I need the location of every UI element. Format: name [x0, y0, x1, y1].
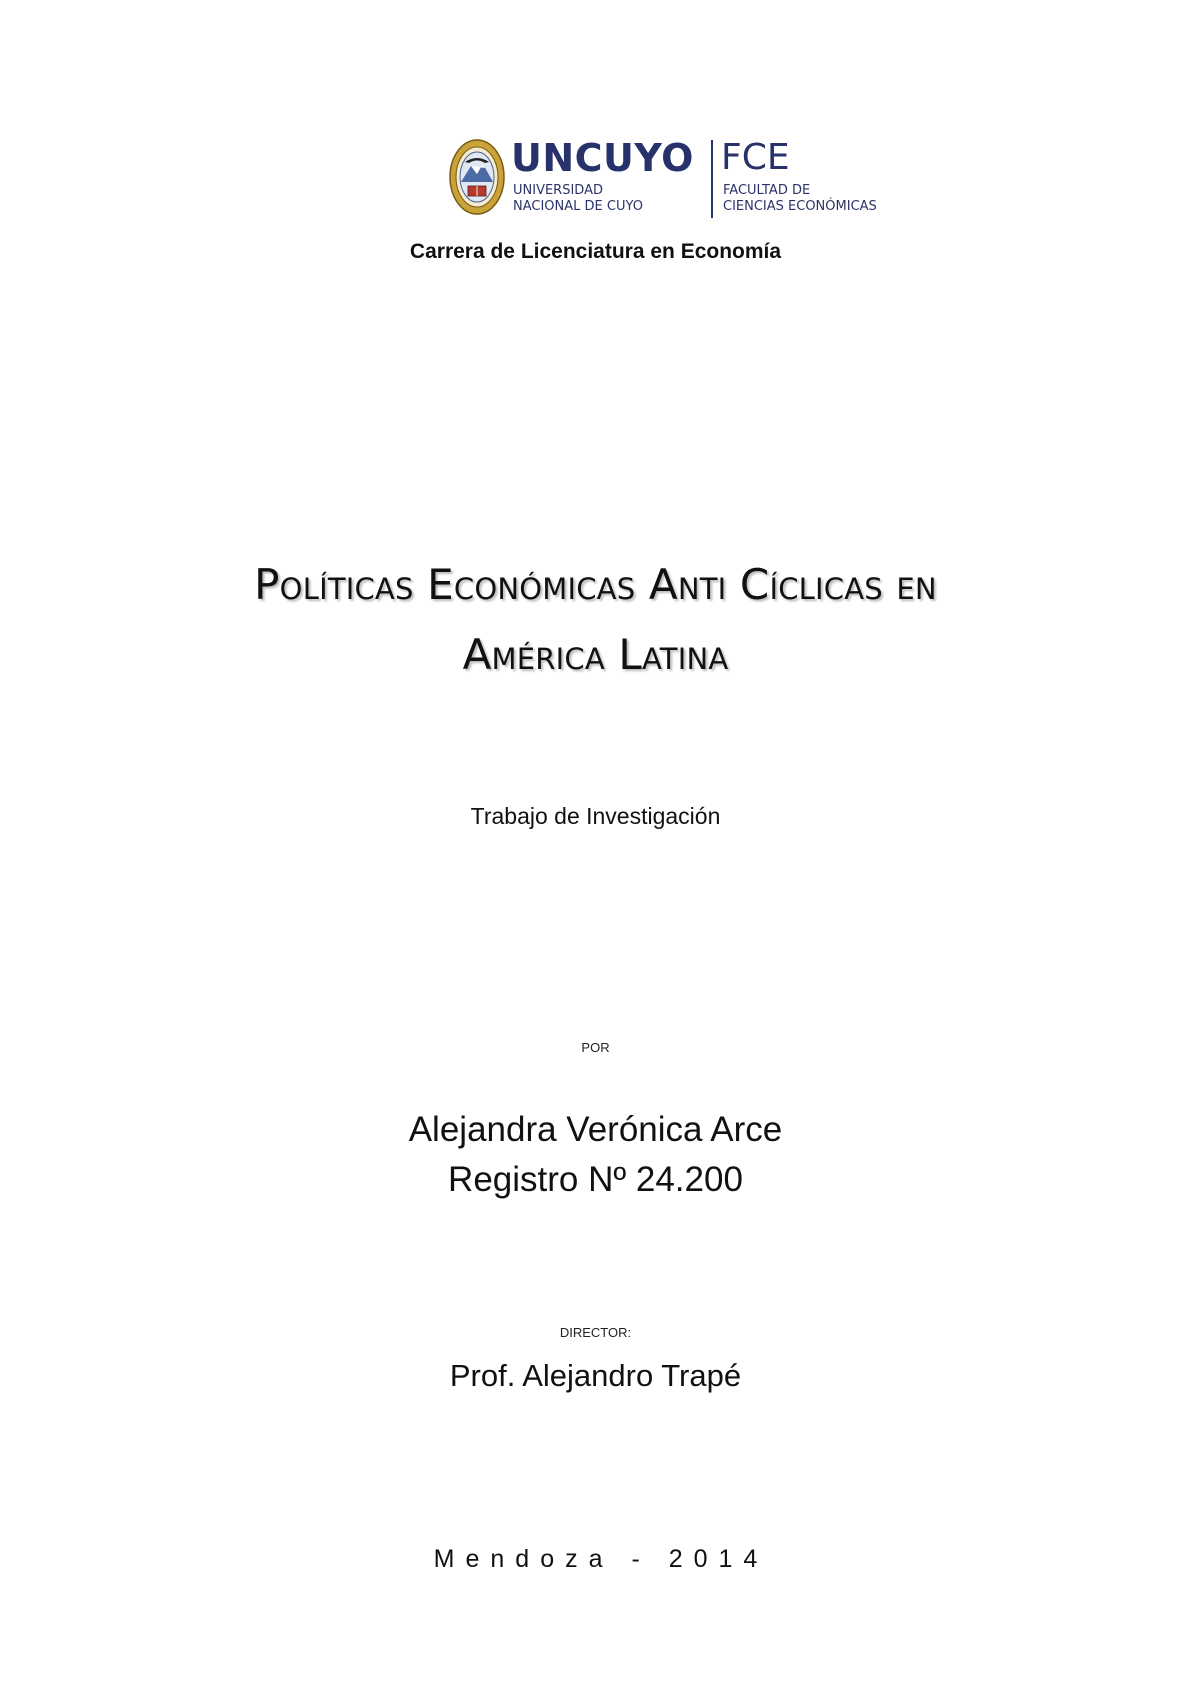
university-seal-icon [449, 138, 505, 216]
header-logos [449, 138, 889, 220]
author-name: Alejandra Verónica Arce [408, 1110, 783, 1149]
director-label: DIRECTOR: [559, 1325, 632, 1340]
director-name: Prof. Alejandro Trapé [449, 1358, 742, 1393]
thesis-title-line2: América Latina [462, 630, 729, 679]
career-name: Carrera de Licenciatura en Economía [409, 240, 782, 263]
fce-wordmark: FCE [721, 137, 790, 178]
author-registration: Registro Nº 24.200 [448, 1160, 743, 1199]
work-type: Trabajo de Investigación [470, 803, 721, 829]
fce-subtitle-line1: FACULTAD DE [723, 183, 811, 198]
uncuyo-subtitle-line2: NACIONAL DE CUYO [513, 199, 643, 214]
fce-logo [721, 137, 891, 218]
uncuyo-logo [511, 136, 694, 218]
place-and-year: Mendoza - 2014 [433, 1545, 769, 1573]
thesis-title-line1: Políticas Económicas Anti Cíclicas en [254, 560, 937, 609]
logo-divider [711, 140, 713, 218]
uncuyo-subtitle-line1: UNIVERSIDAD [513, 183, 603, 198]
uncuyo-wordmark: UNCUYO [511, 136, 694, 180]
fce-subtitle-line2: CIENCIAS ECONÓMICAS [723, 199, 877, 214]
by-label: POR [581, 1040, 610, 1055]
